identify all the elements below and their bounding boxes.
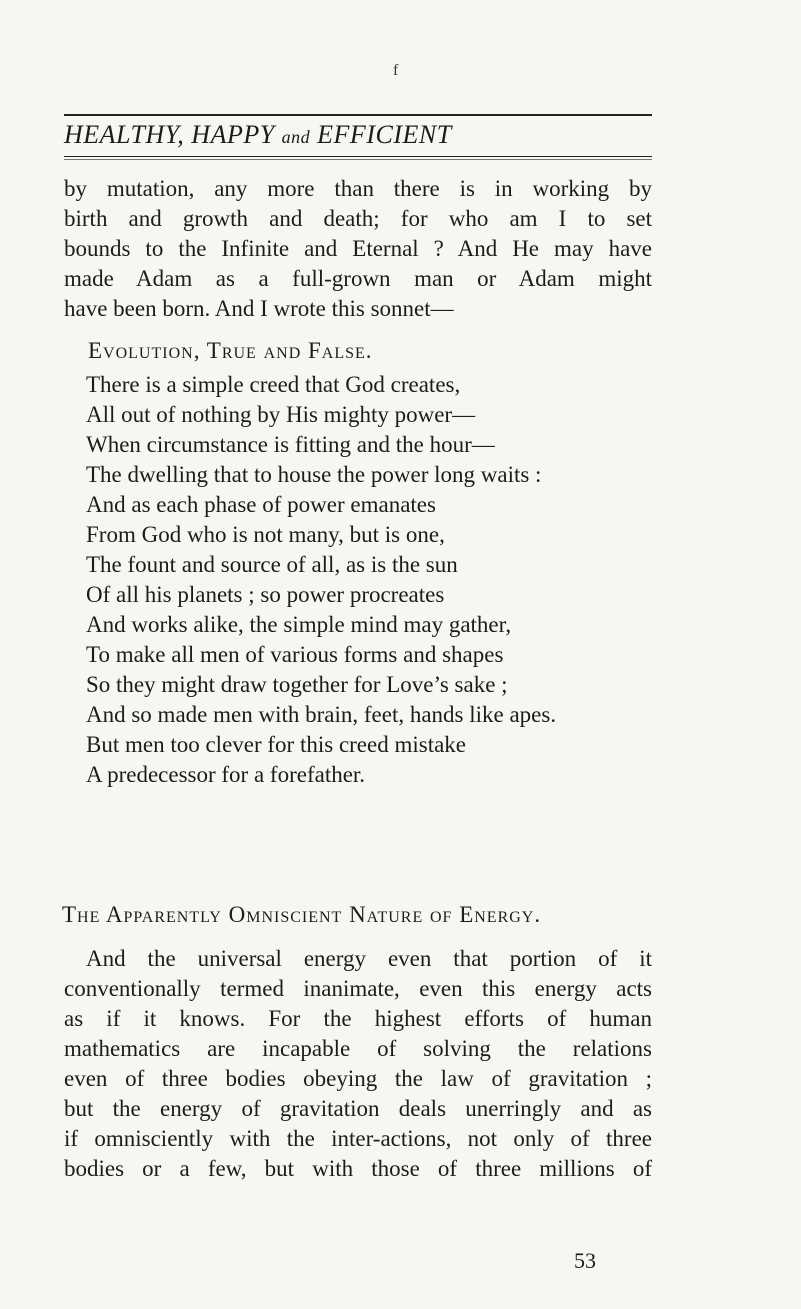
- poem-line: To make all men of various forms and shapes: [86, 642, 504, 667]
- header-rule-bottom-thin: [64, 159, 652, 160]
- poem-line: A predecessor for a forefather.: [86, 762, 366, 787]
- running-head-and: and: [281, 127, 311, 147]
- running-head-part-1: HEALTHY, HAPPY: [64, 120, 275, 149]
- header-rule-bottom: [64, 156, 652, 157]
- poem-line: The fount and source of all, as is the sun: [86, 552, 458, 577]
- text-line: bounds to the Infinite and Eternal ? And He may have: [64, 236, 652, 261]
- poem-line: Of all his planets ; so power procreates: [86, 582, 445, 607]
- header-rule-top: [64, 114, 652, 116]
- text-line: And the universal energy even that portion of it: [86, 946, 652, 971]
- paragraph-energy: [64, 944, 652, 1184]
- poem-line: The dwelling that to house the power long waits :: [86, 462, 542, 487]
- poem-line: And so made men with brain, feet, hands like apes.: [86, 702, 557, 727]
- text-line: birth and growth and death; for who am I to set: [64, 206, 652, 231]
- poem-line: There is a simple creed that God creates,: [86, 372, 461, 397]
- sonnet-title: Evolution, True and False.: [88, 338, 373, 363]
- poem-line: All out of nothing by His mighty power—: [86, 402, 476, 427]
- text-line: by mutation, any more than there is in working by: [64, 176, 652, 201]
- running-head: [64, 118, 652, 154]
- poem-line: When circumstance is fitting and the hour—: [86, 432, 495, 457]
- poem-line: From God who is not many, but is one,: [86, 522, 445, 547]
- printer-mark: f: [393, 62, 399, 79]
- poem-line: But men too clever for this creed mistake: [86, 732, 467, 757]
- text-line: even of three bodies obeying the law of gravitation ;: [64, 1066, 652, 1091]
- text-line: if omnisciently with the inter-actions, not only of three: [64, 1126, 652, 1151]
- text-line: bodies or a few, but with those of three millions of: [64, 1156, 652, 1181]
- text-line: but the energy of gravitation deals unerringly and as: [64, 1096, 652, 1121]
- text-line: have been born. And I wrote this sonnet—: [64, 296, 454, 321]
- text-line: as if it knows. For the highest efforts of human: [64, 1006, 652, 1031]
- page-number: 53: [574, 1248, 596, 1273]
- poem-line: So they might draw together for Love’s sake ;: [86, 672, 508, 697]
- sonnet-lines: [86, 370, 656, 790]
- text-line: made Adam as a full-grown man or Adam might: [64, 266, 652, 291]
- running-head-part-2: EFFICIENT: [317, 120, 452, 149]
- section-heading: The Apparently Omniscient Nature of Energy.: [62, 902, 542, 927]
- paragraph-intro: [64, 174, 652, 324]
- text-line: mathematics are incapable of solving the relations: [64, 1036, 652, 1061]
- poem-line: And works alike, the simple mind may gather,: [86, 612, 512, 637]
- poem-line: And as each phase of power emanates: [86, 492, 436, 517]
- text-line: conventionally termed inanimate, even this energy acts: [64, 976, 652, 1001]
